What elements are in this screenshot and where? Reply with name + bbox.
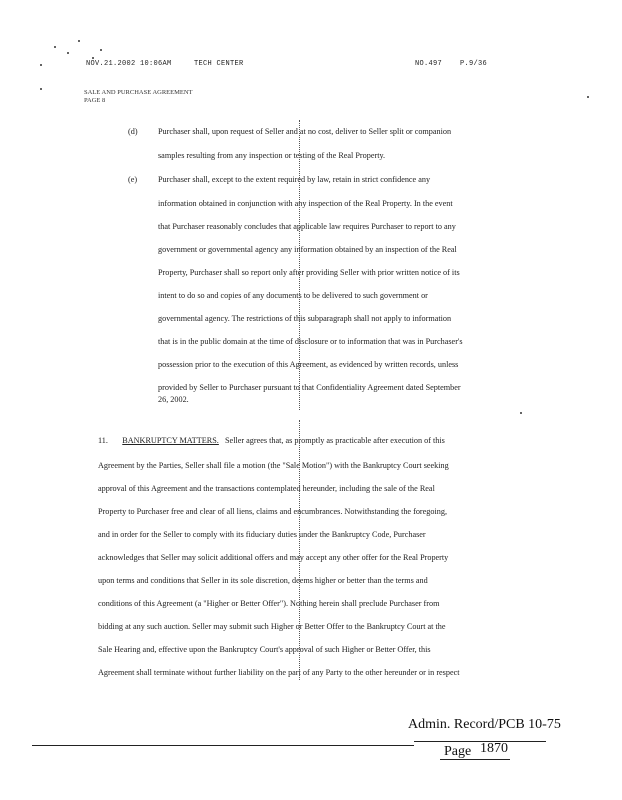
document-header xyxy=(84,89,193,105)
item-d-marker: (d) xyxy=(128,127,138,136)
item-e-line: governmental agency. The restrictions of this subparagraph shall not apply to information xyxy=(158,314,452,323)
fax-number: NO.497 xyxy=(415,60,443,68)
document-title: SALE AND PURCHASE AGREEMENT xyxy=(84,89,193,96)
scan-speck xyxy=(92,57,94,59)
scan-speck xyxy=(67,52,69,54)
fold-line xyxy=(299,420,300,680)
item-e-line: Property, Purchaser shall so report only after providing Seller with prior written notice of its xyxy=(158,268,460,277)
section-11-line: and in order for the Seller to comply with its fiduciary duties under the Bankruptcy Code, Purchaser xyxy=(98,530,426,539)
item-e-line: provided by Seller to Purchaser pursuant to that Confidentiality Agreement dated September xyxy=(158,383,461,392)
fax-sender: TECH CENTER xyxy=(194,60,244,68)
scan-speck xyxy=(587,96,589,98)
section-heading: BANKRUPTCY MATTERS. xyxy=(122,436,219,445)
scan-speck xyxy=(520,412,522,414)
item-e-line: government or governmental agency any information obtained by an inspection of the Real xyxy=(158,245,457,254)
scan-speck xyxy=(40,88,42,90)
fax-header xyxy=(86,60,506,70)
stamp-page-label: Page xyxy=(444,744,472,759)
item-d-line: samples resulting from any inspection or testing of the Real Property. xyxy=(158,151,386,160)
document-page-label: PAGE 8 xyxy=(84,97,106,104)
section-11-line: upon terms and conditions that Seller in its sole discretion, deems higher or better than the terms and xyxy=(98,576,428,585)
stamp-underline xyxy=(440,759,510,760)
scan-speck xyxy=(78,40,80,42)
scan-speck xyxy=(100,49,102,51)
section-11-line: approval of this Agreement and the transactions contemplated hereunder, including the sale of the Real xyxy=(98,484,435,493)
footer-rule xyxy=(32,745,414,746)
stamp-page-number: 1870 xyxy=(480,741,508,756)
item-e-marker: (e) xyxy=(128,175,138,184)
fax-page: P.9/36 xyxy=(460,60,488,68)
scan-speck xyxy=(54,46,56,48)
section-11-first-line xyxy=(98,437,445,445)
section-11-line: Property to Purchaser free and clear of all liens, claims and encumbrances. Notwithstanding the foregoing, xyxy=(98,507,447,516)
admin-record-stamp: Admin. Record/PCB 10-75 xyxy=(408,717,561,732)
section-11-line: bidding at any such auction. Seller may submit such Higher or Better Offer to the Bankruptcy Court at the xyxy=(98,622,446,631)
fax-date-time: NOV.21.2002 10:06AM xyxy=(86,60,172,68)
scan-speck xyxy=(40,64,42,66)
section-first-line-text: Seller agrees that, as promptly as practicable after execution of this xyxy=(225,436,445,445)
fold-line xyxy=(299,120,300,410)
section-11-line: acknowledges that Seller may solicit additional offers and may accept any other offer for the Real Property xyxy=(98,553,449,562)
section-11-line: Agreement shall terminate without further liability on the part of any Party to the other hereunder or in respect xyxy=(98,668,460,677)
item-e-line: intent to do so and copies of any documents to be delivered to such government or xyxy=(158,291,428,300)
section-11-line: Sale Hearing and, effective upon the Bankruptcy Court's approval of such Higher or Better Offer, this xyxy=(98,645,431,654)
item-e-line: 26, 2002. xyxy=(158,395,189,404)
item-e-line: that is in the public domain at the time of disclosure or to information that was in Purchaser's xyxy=(158,337,463,346)
item-d-line: Purchaser shall, upon request of Seller and at no cost, deliver to Seller split or companion xyxy=(158,127,452,136)
item-e-line: Purchaser shall, except to the extent required by law, retain in strict confidence any xyxy=(158,175,431,184)
section-11-line: Agreement by the Parties, Seller shall file a motion (the "Sale Motion") with the Bankruptcy Court seeking xyxy=(98,461,449,470)
item-e-line: possession prior to the execution of this Agreement, as evidenced by written records, unless xyxy=(158,360,459,369)
section-11-line: conditions of this Agreement (a "Higher or Better Offer"). Nothing herein shall preclude Purchaser from xyxy=(98,599,440,608)
item-e-line: information obtained in conjunction with any inspection of the Real Property. In the event xyxy=(158,199,453,208)
section-number: 11. xyxy=(98,436,108,445)
item-e-line: that Purchaser reasonably concludes that applicable law requires Purchaser to report to any xyxy=(158,222,456,231)
